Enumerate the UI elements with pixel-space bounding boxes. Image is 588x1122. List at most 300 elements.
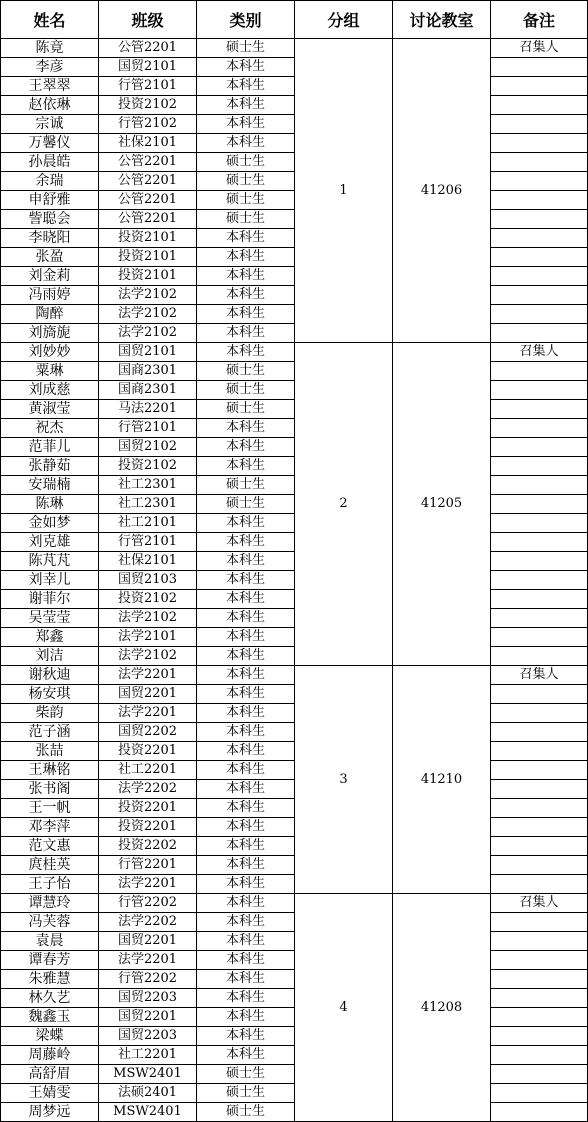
table-row — [1, 438, 588, 457]
note-cell — [491, 77, 588, 96]
student-class: 投资2201 — [99, 818, 197, 837]
note-cell: 召集人 — [491, 39, 588, 58]
table-row — [1, 267, 588, 286]
table-row — [1, 533, 588, 552]
student-type: 本科生 — [197, 1046, 295, 1065]
note-cell — [491, 115, 588, 134]
student-type: 硕士生 — [197, 476, 295, 495]
note-cell — [491, 742, 588, 761]
student-class: 法学2202 — [99, 913, 197, 932]
student-name: 陈芃芃 — [1, 552, 99, 571]
student-type: 本科生 — [197, 286, 295, 305]
student-type: 本科生 — [197, 571, 295, 590]
student-type: 本科生 — [197, 685, 295, 704]
discussion-room: 41208 — [393, 894, 491, 1122]
table-header — [1, 1, 588, 39]
table-row — [1, 571, 588, 590]
student-class: 社保2101 — [99, 552, 197, 571]
student-type: 本科生 — [197, 818, 295, 837]
table-row — [1, 172, 588, 191]
table-row — [1, 818, 588, 837]
header-group: 分组 — [295, 1, 393, 39]
student-class: 国贸2201 — [99, 685, 197, 704]
student-class: 法学2201 — [99, 875, 197, 894]
note-cell: 召集人 — [491, 894, 588, 913]
note-cell — [491, 191, 588, 210]
student-type: 本科生 — [197, 96, 295, 115]
note-cell — [491, 856, 588, 875]
student-type: 硕士生 — [197, 172, 295, 191]
student-type: 硕士生 — [197, 1084, 295, 1103]
student-name: 刘幸儿 — [1, 571, 99, 590]
table-row — [1, 153, 588, 172]
student-class: 马法2201 — [99, 400, 197, 419]
student-class: 公管2201 — [99, 172, 197, 191]
student-type: 本科生 — [197, 419, 295, 438]
note-cell — [491, 438, 588, 457]
student-name: 谢秋迪 — [1, 666, 99, 685]
student-class: 国贸2103 — [99, 571, 197, 590]
student-type: 本科生 — [197, 514, 295, 533]
student-type: 本科生 — [197, 799, 295, 818]
table-row — [1, 210, 588, 229]
student-type: 本科生 — [197, 628, 295, 647]
student-class: 行管2202 — [99, 894, 197, 913]
table-row — [1, 780, 588, 799]
note-cell — [491, 1084, 588, 1103]
student-class: 法学2102 — [99, 324, 197, 343]
student-name: 黄淑莹 — [1, 400, 99, 419]
student-name: 范菲儿 — [1, 438, 99, 457]
note-cell — [491, 704, 588, 723]
student-type: 硕士生 — [197, 39, 295, 58]
note-cell — [491, 267, 588, 286]
note-cell — [491, 381, 588, 400]
student-type: 本科生 — [197, 77, 295, 96]
note-cell — [491, 153, 588, 172]
student-type: 本科生 — [197, 856, 295, 875]
student-name: 宗诚 — [1, 115, 99, 134]
table-row — [1, 875, 588, 894]
table-row — [1, 419, 588, 438]
student-name: 孙晨皓 — [1, 153, 99, 172]
student-name: 周藤岭 — [1, 1046, 99, 1065]
table-row — [1, 400, 588, 419]
student-class: 投资2202 — [99, 837, 197, 856]
student-name: 陈琳 — [1, 495, 99, 514]
student-class: 社工2101 — [99, 514, 197, 533]
student-name: 林久艺 — [1, 989, 99, 1008]
student-type: 本科生 — [197, 134, 295, 153]
note-cell — [491, 571, 588, 590]
student-type: 本科生 — [197, 58, 295, 77]
student-type: 本科生 — [197, 305, 295, 324]
student-class: 公管2201 — [99, 210, 197, 229]
student-type: 本科生 — [197, 647, 295, 666]
table-row — [1, 723, 588, 742]
student-type: 硕士生 — [197, 1065, 295, 1084]
table-row — [1, 1084, 588, 1103]
student-name: 周梦远 — [1, 1103, 99, 1122]
student-class: 国贸2202 — [99, 723, 197, 742]
student-name: 杨安琪 — [1, 685, 99, 704]
student-name: 邓李萍 — [1, 818, 99, 837]
student-class: 行管2101 — [99, 419, 197, 438]
table-row — [1, 1103, 588, 1122]
student-type: 硕士生 — [197, 400, 295, 419]
table-row — [1, 951, 588, 970]
note-cell — [491, 552, 588, 571]
group-number: 3 — [295, 666, 393, 894]
student-class: 法学2102 — [99, 609, 197, 628]
student-type: 本科生 — [197, 932, 295, 951]
student-class: 国贸2101 — [99, 58, 197, 77]
table-row — [1, 1065, 588, 1084]
student-name: 范子涵 — [1, 723, 99, 742]
student-class: MSW2401 — [99, 1065, 197, 1084]
note-cell — [491, 286, 588, 305]
student-type: 本科生 — [197, 742, 295, 761]
table-row — [1, 381, 588, 400]
student-type: 本科生 — [197, 970, 295, 989]
student-class: 行管2202 — [99, 970, 197, 989]
student-class: 投资2101 — [99, 267, 197, 286]
student-class: 公管2201 — [99, 191, 197, 210]
header-class: 班级 — [99, 1, 197, 39]
student-name: 刘克雄 — [1, 533, 99, 552]
student-class: 国商2301 — [99, 381, 197, 400]
note-cell — [491, 495, 588, 514]
note-cell — [491, 761, 588, 780]
student-type: 本科生 — [197, 457, 295, 476]
student-type: 本科生 — [197, 894, 295, 913]
table-row — [1, 590, 588, 609]
student-type: 本科生 — [197, 951, 295, 970]
note-cell — [491, 1065, 588, 1084]
table-row — [1, 229, 588, 248]
student-name: 刘成慈 — [1, 381, 99, 400]
student-type: 本科生 — [197, 761, 295, 780]
student-name: 冯雨婷 — [1, 286, 99, 305]
student-name: 王翠翠 — [1, 77, 99, 96]
table-row — [1, 837, 588, 856]
student-class: 行管2201 — [99, 856, 197, 875]
note-cell: 召集人 — [491, 666, 588, 685]
student-class: 行管2102 — [99, 115, 197, 134]
table-row — [1, 134, 588, 153]
student-name: 王子怡 — [1, 875, 99, 894]
student-name: 申舒雅 — [1, 191, 99, 210]
note-cell — [491, 1046, 588, 1065]
table-row — [1, 362, 588, 381]
table-row — [1, 704, 588, 723]
student-class: 社工2201 — [99, 1046, 197, 1065]
student-class: 法硕2401 — [99, 1084, 197, 1103]
note-cell — [491, 837, 588, 856]
table-row — [1, 989, 588, 1008]
student-class: 国贸2101 — [99, 343, 197, 362]
note-cell — [491, 818, 588, 837]
student-name: 谭春芳 — [1, 951, 99, 970]
student-name: 李彦 — [1, 58, 99, 77]
student-class: 公管2201 — [99, 39, 197, 58]
student-name: 王琳铭 — [1, 761, 99, 780]
student-type: 本科生 — [197, 989, 295, 1008]
table-row — [1, 685, 588, 704]
table-row — [1, 58, 588, 77]
student-class: 法学2202 — [99, 780, 197, 799]
student-type: 本科生 — [197, 115, 295, 134]
student-name: 冯芙蓉 — [1, 913, 99, 932]
student-type: 本科生 — [197, 913, 295, 932]
note-cell — [491, 419, 588, 438]
group-number: 1 — [295, 39, 393, 343]
student-name: 万馨仪 — [1, 134, 99, 153]
student-class: MSW2401 — [99, 1103, 197, 1122]
student-class: 社工2201 — [99, 761, 197, 780]
student-class: 行管2101 — [99, 77, 197, 96]
student-type: 本科生 — [197, 1008, 295, 1027]
student-name: 梁蝶 — [1, 1027, 99, 1046]
table-row — [1, 1008, 588, 1027]
note-cell — [491, 609, 588, 628]
table-row — [1, 894, 588, 913]
student-name: 高舒眉 — [1, 1065, 99, 1084]
table-row — [1, 476, 588, 495]
note-cell — [491, 96, 588, 115]
student-name: 魏鑫玉 — [1, 1008, 99, 1027]
student-class: 行管2101 — [99, 533, 197, 552]
student-class: 国贸2201 — [99, 932, 197, 951]
student-type: 本科生 — [197, 609, 295, 628]
student-name: 朱雅慧 — [1, 970, 99, 989]
student-name: 李晓阳 — [1, 229, 99, 248]
student-type: 硕士生 — [197, 381, 295, 400]
student-type: 本科生 — [197, 837, 295, 856]
note-cell — [491, 457, 588, 476]
table-row — [1, 495, 588, 514]
note-cell — [491, 514, 588, 533]
student-class: 法学2101 — [99, 628, 197, 647]
table-row — [1, 191, 588, 210]
student-class: 法学2102 — [99, 305, 197, 324]
student-name: 张盈 — [1, 248, 99, 267]
student-class: 法学2201 — [99, 666, 197, 685]
note-cell — [491, 970, 588, 989]
student-name: 赵依琳 — [1, 96, 99, 115]
note-cell — [491, 989, 588, 1008]
table-row — [1, 932, 588, 951]
note-cell — [491, 172, 588, 191]
student-name: 谢菲尔 — [1, 590, 99, 609]
note-cell — [491, 913, 588, 932]
student-type: 硕士生 — [197, 153, 295, 172]
note-cell — [491, 932, 588, 951]
student-type: 本科生 — [197, 533, 295, 552]
note-cell — [491, 951, 588, 970]
student-name: 刘妙妙 — [1, 343, 99, 362]
note-cell — [491, 248, 588, 267]
student-name: 张静茹 — [1, 457, 99, 476]
table-row — [1, 1027, 588, 1046]
table-row — [1, 457, 588, 476]
note-cell — [491, 58, 588, 77]
student-type: 硕士生 — [197, 362, 295, 381]
note-cell — [491, 1103, 588, 1122]
student-name: 谭慧玲 — [1, 894, 99, 913]
student-name: 刘旖旎 — [1, 324, 99, 343]
student-class: 国贸2203 — [99, 989, 197, 1008]
table-body — [1, 39, 588, 1122]
student-class: 投资2101 — [99, 229, 197, 248]
table-row — [1, 913, 588, 932]
student-name: 粟琳 — [1, 362, 99, 381]
student-name: 陈竟 — [1, 39, 99, 58]
discussion-room: 41210 — [393, 666, 491, 894]
table-row — [1, 552, 588, 571]
student-name: 郑鑫 — [1, 628, 99, 647]
student-name: 訾聪会 — [1, 210, 99, 229]
student-name: 庹桂英 — [1, 856, 99, 875]
header-note: 备注 — [491, 1, 588, 39]
group-number: 4 — [295, 894, 393, 1122]
student-type: 本科生 — [197, 552, 295, 571]
header-room: 讨论教室 — [393, 1, 491, 39]
student-type: 硕士生 — [197, 191, 295, 210]
student-type: 本科生 — [197, 229, 295, 248]
group-number: 2 — [295, 343, 393, 666]
note-cell — [491, 533, 588, 552]
student-class: 社保2101 — [99, 134, 197, 153]
student-name: 张喆 — [1, 742, 99, 761]
student-class: 社工2301 — [99, 495, 197, 514]
note-cell — [491, 590, 588, 609]
student-class: 投资2102 — [99, 96, 197, 115]
note-cell — [491, 400, 588, 419]
note-cell — [491, 1027, 588, 1046]
discussion-room: 41206 — [393, 39, 491, 343]
student-type: 本科生 — [197, 1027, 295, 1046]
student-type: 本科生 — [197, 267, 295, 286]
table-row — [1, 1046, 588, 1065]
student-name: 吴莹莹 — [1, 609, 99, 628]
student-class: 国贸2203 — [99, 1027, 197, 1046]
student-name: 王婧雯 — [1, 1084, 99, 1103]
student-type: 本科生 — [197, 666, 295, 685]
table-row — [1, 514, 588, 533]
student-name: 王一帆 — [1, 799, 99, 818]
table-row — [1, 39, 588, 58]
student-name: 刘洁 — [1, 647, 99, 666]
note-cell — [491, 723, 588, 742]
student-name: 金如梦 — [1, 514, 99, 533]
table-row — [1, 666, 588, 685]
note-cell — [491, 134, 588, 153]
student-type: 本科生 — [197, 343, 295, 362]
header-name: 姓名 — [1, 1, 99, 39]
note-cell: 召集人 — [491, 343, 588, 362]
student-class: 公管2201 — [99, 153, 197, 172]
table-row — [1, 96, 588, 115]
table-row — [1, 286, 588, 305]
table-row — [1, 799, 588, 818]
table-row — [1, 628, 588, 647]
note-cell — [491, 647, 588, 666]
note-cell — [491, 324, 588, 343]
table-row — [1, 609, 588, 628]
student-name: 陶醉 — [1, 305, 99, 324]
student-class: 投资2102 — [99, 457, 197, 476]
student-name: 袁晨 — [1, 932, 99, 951]
note-cell — [491, 362, 588, 381]
student-name: 刘金莉 — [1, 267, 99, 286]
note-cell — [491, 780, 588, 799]
student-type: 本科生 — [197, 704, 295, 723]
student-class: 法学2201 — [99, 704, 197, 723]
student-class: 国商2301 — [99, 362, 197, 381]
table-row — [1, 324, 588, 343]
student-name: 余瑞 — [1, 172, 99, 191]
student-type: 硕士生 — [197, 1103, 295, 1122]
student-class: 国贸2102 — [99, 438, 197, 457]
student-type: 本科生 — [197, 590, 295, 609]
note-cell — [491, 685, 588, 704]
table-row — [1, 647, 588, 666]
note-cell — [491, 1008, 588, 1027]
note-cell — [491, 799, 588, 818]
note-cell — [491, 628, 588, 647]
student-type: 本科生 — [197, 780, 295, 799]
student-name: 范文惠 — [1, 837, 99, 856]
table-row — [1, 343, 588, 362]
table-row — [1, 970, 588, 989]
student-name: 张书阁 — [1, 780, 99, 799]
student-type: 本科生 — [197, 875, 295, 894]
table-row — [1, 115, 588, 134]
table-row — [1, 305, 588, 324]
student-class: 法学2102 — [99, 647, 197, 666]
student-class: 法学2201 — [99, 951, 197, 970]
student-class: 投资2101 — [99, 248, 197, 267]
student-name: 安瑞楠 — [1, 476, 99, 495]
student-class: 国贸2201 — [99, 1008, 197, 1027]
note-cell — [491, 210, 588, 229]
student-type: 硕士生 — [197, 495, 295, 514]
note-cell — [491, 476, 588, 495]
student-type: 本科生 — [197, 438, 295, 457]
table-row — [1, 742, 588, 761]
table-row — [1, 248, 588, 267]
table-row — [1, 856, 588, 875]
table-row — [1, 761, 588, 780]
note-cell — [491, 875, 588, 894]
student-class: 投资2201 — [99, 799, 197, 818]
student-class: 投资2201 — [99, 742, 197, 761]
student-class: 投资2102 — [99, 590, 197, 609]
student-type: 本科生 — [197, 248, 295, 267]
student-type: 本科生 — [197, 723, 295, 742]
student-class: 社工2301 — [99, 476, 197, 495]
header-type: 类别 — [197, 1, 295, 39]
student-name: 祝杰 — [1, 419, 99, 438]
discussion-room: 41205 — [393, 343, 491, 666]
student-type: 硕士生 — [197, 210, 295, 229]
student-name: 柴韵 — [1, 704, 99, 723]
note-cell — [491, 305, 588, 324]
table-row — [1, 77, 588, 96]
student-type: 本科生 — [197, 324, 295, 343]
note-cell — [491, 229, 588, 248]
